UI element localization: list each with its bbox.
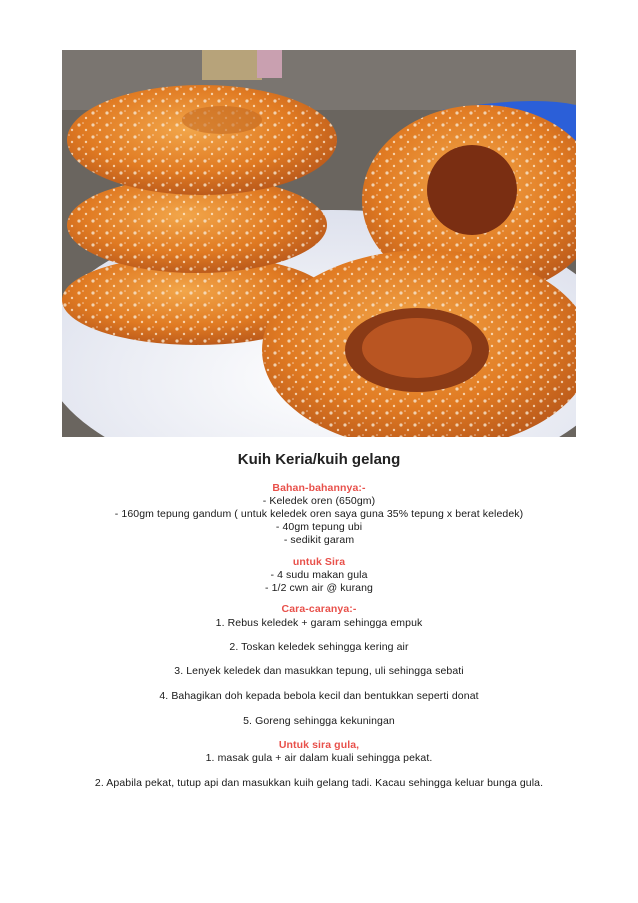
ingredient-item: - Keledek oren (650gm) — [262, 495, 376, 507]
ingredient-item: - 40gm tepung ubi — [275, 521, 363, 533]
method-step: 5. Goreng sehingga kekuningan — [243, 715, 395, 727]
recipe-photo — [62, 50, 576, 437]
syrup-method-heading: Untuk sira gula, — [278, 739, 360, 751]
ingredients-heading: Bahan-bahannya:- — [272, 482, 366, 494]
method-step: 1. Rebus keledek + garam sehingga empuk — [215, 617, 423, 629]
ingredient-item: - sedikit garam — [283, 534, 355, 546]
syrup-method-step: 2. Apabila pekat, tutup api dan masukkan kuih gelang tadi. Kacau sehingga keluar bunga gula. — [94, 777, 544, 789]
syrup-method-step: 1. masak gula + air dalam kuali sehingga pekat. — [205, 752, 433, 764]
syrup-item: - 1/2 cwn air @ kurang — [265, 582, 373, 594]
method-heading: Cara-caranya:- — [281, 603, 357, 615]
syrup-item: - 4 sudu makan gula — [270, 569, 368, 581]
recipe-title: Kuih Keria/kuih gelang — [237, 451, 401, 468]
method-step: 4. Bahagikan doh kepada bebola kecil dan bentukkan seperti donat — [159, 690, 479, 702]
ingredient-item: - 160gm tepung gandum ( untuk keledek oren saya guna 35% tepung x berat keledek) — [114, 508, 524, 520]
method-step: 3. Lenyek keledek dan masukkan tepung, uli sehingga sebati — [174, 665, 464, 677]
syrup-heading: untuk Sira — [292, 556, 346, 568]
method-step: 2. Toskan keledek sehingga kering air — [229, 641, 409, 653]
